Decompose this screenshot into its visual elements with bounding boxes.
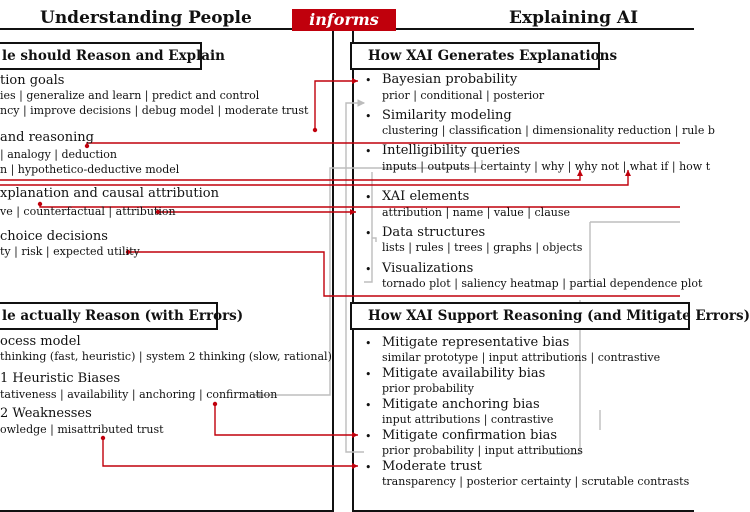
right-heading-xai-elements: XAI elements <box>382 189 470 204</box>
bullet: • <box>365 110 372 123</box>
left-heading-explanation-goals: tion goals <box>0 73 65 88</box>
right-items-data-structures: lists | rules | trees | graphs | objects <box>382 241 583 254</box>
left-heading-process-model: ocess model <box>0 334 81 349</box>
informs-banner: informs <box>292 9 396 31</box>
left-items-process-model: thinking (fast, heuristic) | system 2 thinking (slow, rational) <box>0 350 332 363</box>
bullet: • <box>365 430 372 443</box>
bullet: • <box>365 337 372 350</box>
right-items-xai-elements: attribution | name | value | clause <box>382 206 570 219</box>
right-title: Explaining AI <box>509 8 639 28</box>
right-items-confirmation-bias: prior probability | input attributions <box>382 444 583 457</box>
right-items-availability-bias: prior probability <box>382 382 474 395</box>
right-box-support-reasoning: How XAI Support Reasoning (and Mitigate Errors) <box>350 302 690 330</box>
right-heading-confirmation-bias: Mitigate confirmation bias <box>382 428 558 443</box>
right-items-intelligibility: inputs | outputs | certainty | why | why not | what if | how t <box>382 160 711 173</box>
left-box-should-reason: le should Reason and Explain <box>0 42 202 70</box>
left-items-explanation-goals: ies | generalize and learn | predict and control <box>0 89 260 102</box>
bullet: • <box>365 74 372 87</box>
right-items-anchoring-bias: input attributions | contrastive <box>382 413 554 426</box>
left-items-explanation-goals-2: ncy | improve decisions | debug model | moderate trust <box>0 104 309 117</box>
left-heading-causal-attribution: xplanation and causal attribution <box>0 186 219 201</box>
right-heading-visualizations: Visualizations <box>382 261 474 276</box>
right-items-similarity: clustering | classification | dimensionality reduction | rule b <box>382 124 715 137</box>
right-items-representative-bias: similar prototype | input attributions | contrastive <box>382 351 661 364</box>
left-items-reasoning-2: n | hypothetico-deductive model <box>0 163 180 176</box>
bullet: • <box>365 461 372 474</box>
right-heading-anchoring-bias: Mitigate anchoring bias <box>382 397 540 412</box>
right-heading-data-structures: Data structures <box>382 225 486 240</box>
right-heading-moderate-trust: Moderate trust <box>382 459 482 474</box>
right-heading-intelligibility: Intelligibility queries <box>382 143 520 158</box>
right-heading-availability-bias: Mitigate availability bias <box>382 366 546 381</box>
right-heading-similarity: Similarity modeling <box>382 108 512 123</box>
link-red-9 <box>103 438 358 466</box>
link-red-1 <box>315 81 358 130</box>
right-box-generates-explanations: How XAI Generates Explanations <box>350 42 600 70</box>
bullet: • <box>365 145 372 158</box>
left-items-weaknesses: owledge | misattributed trust <box>0 423 164 436</box>
left-box-actually-reason: le actually Reason (with Errors) <box>0 302 218 330</box>
bullet: • <box>365 368 372 381</box>
left-heading-heuristic-biases: 1 Heuristic Biases <box>0 371 121 386</box>
bullet: • <box>365 399 372 412</box>
left-heading-choice-decisions: choice decisions <box>0 229 108 244</box>
bullet: • <box>365 263 372 276</box>
left-items-heuristic-biases: tativeness | availability | anchoring | confirmation <box>0 388 278 401</box>
right-heading-representative-bias: Mitigate representative bias <box>382 335 570 350</box>
left-title: Understanding People <box>40 8 252 28</box>
right-items-visualizations: tornado plot | saliency heatmap | partial dependence plot <box>382 277 703 290</box>
bullet: • <box>365 191 372 204</box>
left-heading-weaknesses: 2 Weaknesses <box>0 406 92 421</box>
left-items-reasoning: | analogy | deduction <box>0 148 117 161</box>
link-red-8 <box>215 404 358 435</box>
link-gray-1 <box>346 103 364 452</box>
left-items-choice-decisions: ty | risk | expected utility <box>0 245 140 258</box>
right-heading-bayesian: Bayesian probability <box>382 72 518 87</box>
right-items-bayesian: prior | conditional | posterior <box>382 89 545 102</box>
left-items-causal-attribution: ve | counterfactual | attribution <box>0 205 176 218</box>
left-heading-reasoning: and reasoning <box>0 130 94 145</box>
bullet: • <box>365 227 372 240</box>
right-items-moderate-trust: transparency | posterior certainty | scrutable contrasts <box>382 475 690 488</box>
